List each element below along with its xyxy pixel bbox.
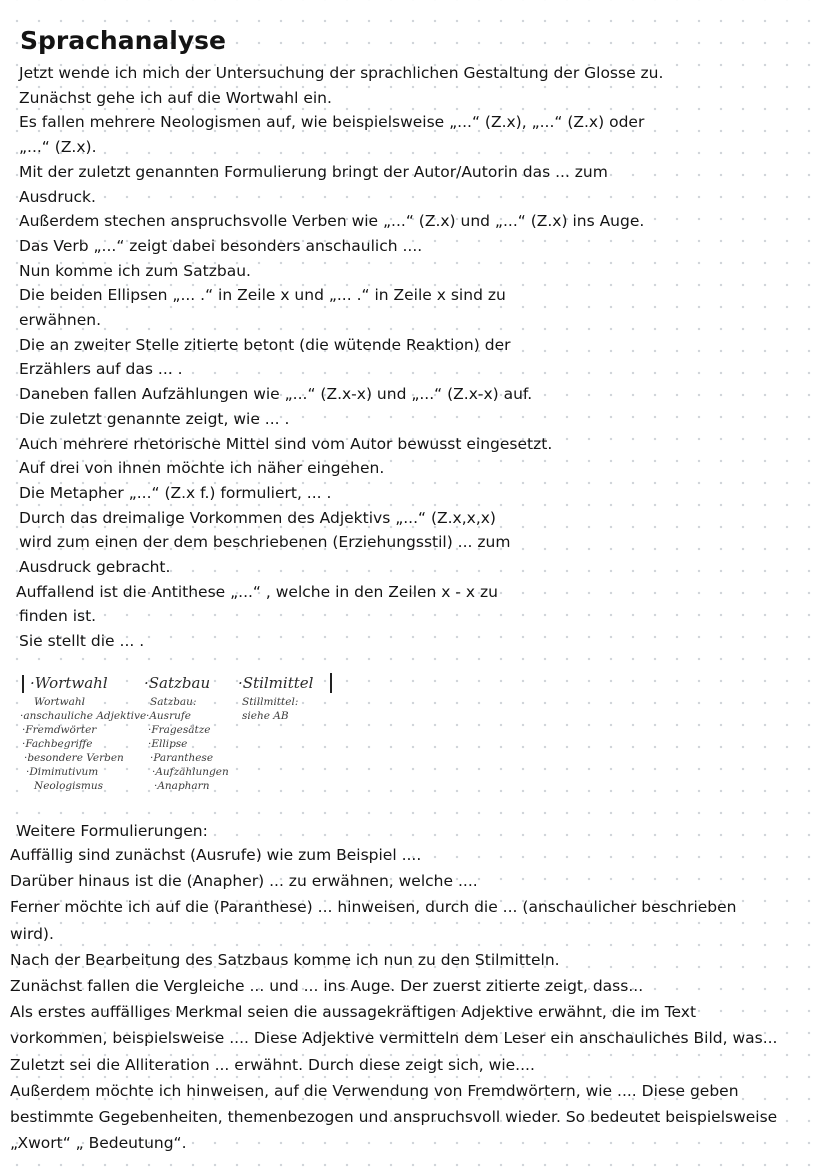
text-line: Nach der Bearbeitung des Satzbaus komme ich nun zu den Stilmitteln. <box>10 950 560 969</box>
text-line: Sie stellt die ... . <box>19 632 145 651</box>
text-line: Ausdruck gebracht. <box>19 558 171 577</box>
notes-item: ·Ellipse <box>148 738 188 750</box>
text-line: Erzählers auf das ... . <box>19 360 183 379</box>
notes-item: ·Fragesätze <box>148 724 211 736</box>
notes-item: ·Aufzählungen <box>152 766 229 778</box>
text-line: Jetzt wende ich mich der Untersuchung der sprachlichen Gestaltung der Glosse zu. <box>19 64 664 82</box>
notes-column-wortwahl <box>20 671 147 793</box>
notes-item: ·Diminutivum <box>26 766 99 778</box>
text-line: wird). <box>10 924 54 943</box>
text-line: Mit der zuletzt genannten Formulierung bringt der Autor/Autorin das ... zum <box>19 162 608 181</box>
left-divider <box>22 675 24 693</box>
notes-item: ·Paranthese <box>150 752 214 764</box>
text-line: Auch mehrere rhetorische Mittel sind vom Autor bewusst eingesetzt. <box>19 434 553 453</box>
text-line: „...“ (Z.x). <box>19 138 97 157</box>
text-line: Außerdem stechen anspruchsvolle Verben wie „...“ (Z.x) und „...“ (Z.x) ins Auge. <box>19 212 645 231</box>
notes-heading: ·Wortwahl <box>30 674 108 692</box>
text-line: Ferner möchte ich auf die (Paranthese) ... hinweisen, durch die ... (anschaulicher beschrieben <box>10 898 737 917</box>
text-line: erwähnen. <box>19 311 102 330</box>
notes-item: Wortwahl <box>34 696 86 708</box>
notes-item: siehe AB <box>242 710 289 722</box>
text-line: Zunächst gehe ich auf die Wortwahl ein. <box>19 88 332 107</box>
text-line: Auffallend ist die Antithese „...“ , welche in den Zeilen x - x zu <box>16 582 498 601</box>
notes-item: ·Anapharn <box>154 780 210 792</box>
further-phrases-section <box>10 820 820 1156</box>
text-line: bestimmte Gegebenheiten, themenbezogen und anspruchsvoll wieder. So bedeutet beispielsweise <box>10 1108 778 1127</box>
text-line: Außerdem möchte ich hinweisen, auf die Verwendung von Fremdwörtern, wie .... Diese geben <box>10 1081 739 1100</box>
notes-item: Neologismus <box>34 780 103 792</box>
text-line: Durch das dreimalige Vorkommen des Adjektivs „...“ (Z.x,x,x) <box>19 508 496 527</box>
text-line: Zuletzt sei die Alliteration ... erwähnt. Durch diese zeigt sich, wie.... <box>10 1055 535 1074</box>
notes-item: ·Ausrufe <box>146 710 191 722</box>
text-line: Ausdruck. <box>19 187 96 206</box>
notes-item: ·Fremdwörter <box>22 724 97 736</box>
text-line: Zunächst fallen die Vergleiche ... und ... ins Auge. Der zuerst zitierte zeigt, dass... <box>10 977 644 996</box>
text-line: Die beiden Ellipsen „... .“ in Zeile x und „... .“ in Zeile x sind zu <box>19 286 506 305</box>
notes-item: Satzbau: <box>150 696 197 708</box>
notes-item: ·anschauliche Adjektive <box>20 710 147 722</box>
notes-heading: ·Stilmittel <box>238 674 314 692</box>
text-line: Auffällig sind zunächst (Ausrufe) wie zum Beispiel .... <box>10 846 422 864</box>
text-line: Das Verb „...“ zeigt dabei besonders anschaulich .... <box>19 236 423 255</box>
notes-item: ·Fachbegriffe <box>22 738 93 750</box>
text-line: Es fallen mehrere Neologismen auf, wie beispielsweise „...“ (Z.x), „...“ (Z.x) oder <box>19 113 645 132</box>
text-line: Als erstes auffälliges Merkmal seien die aussagekräftigen Adjektive erwähnt, die im Text <box>10 1003 697 1022</box>
right-divider <box>330 673 332 693</box>
notes-column-stilmittel <box>238 671 313 723</box>
page-title: Sprachanalyse <box>20 26 226 55</box>
text-line: Die zuletzt genannte zeigt, wie ... . <box>19 409 290 428</box>
text-line: Die an zweiter Stelle zitierte betont (die wütende Reaktion) der <box>19 335 511 354</box>
notes-item: Stillmittel: <box>242 696 299 708</box>
notes-column-satzbau <box>144 671 229 793</box>
text-line: Nun komme ich zum Satzbau. <box>19 261 251 280</box>
notes-heading: ·Satzbau <box>144 674 211 692</box>
handwritten-notes <box>14 671 374 821</box>
text-line: Daneben fallen Aufzählungen wie „...“ (Z.x-x) und „...“ (Z.x-x) auf. <box>19 385 533 404</box>
analysis-paragraph <box>16 61 819 654</box>
text-line: wird zum einen der dem beschriebenen (Erziehungsstil) ... zum <box>19 533 511 552</box>
text-line: „Xwort“ „ Bedeutung“. <box>10 1134 187 1153</box>
text-line: finden ist. <box>19 607 97 626</box>
text-line: Auf drei von ihnen möchte ich näher eingehen. <box>19 459 385 478</box>
section-heading: Weitere Formulierungen: <box>16 822 208 840</box>
text-line: Die Metapher „...“ (Z.x f.) formuliert, ... . <box>19 483 332 502</box>
notes-item: ·besondere Verben <box>24 752 124 764</box>
text-line: vorkommen, beispielsweise .... Diese Adjektive vermitteln dem Leser ein anschauliches Bild, was... <box>10 1029 778 1048</box>
text-line: Darüber hinaus ist die (Anapher) ... zu erwähnen, welche .... <box>10 872 478 891</box>
